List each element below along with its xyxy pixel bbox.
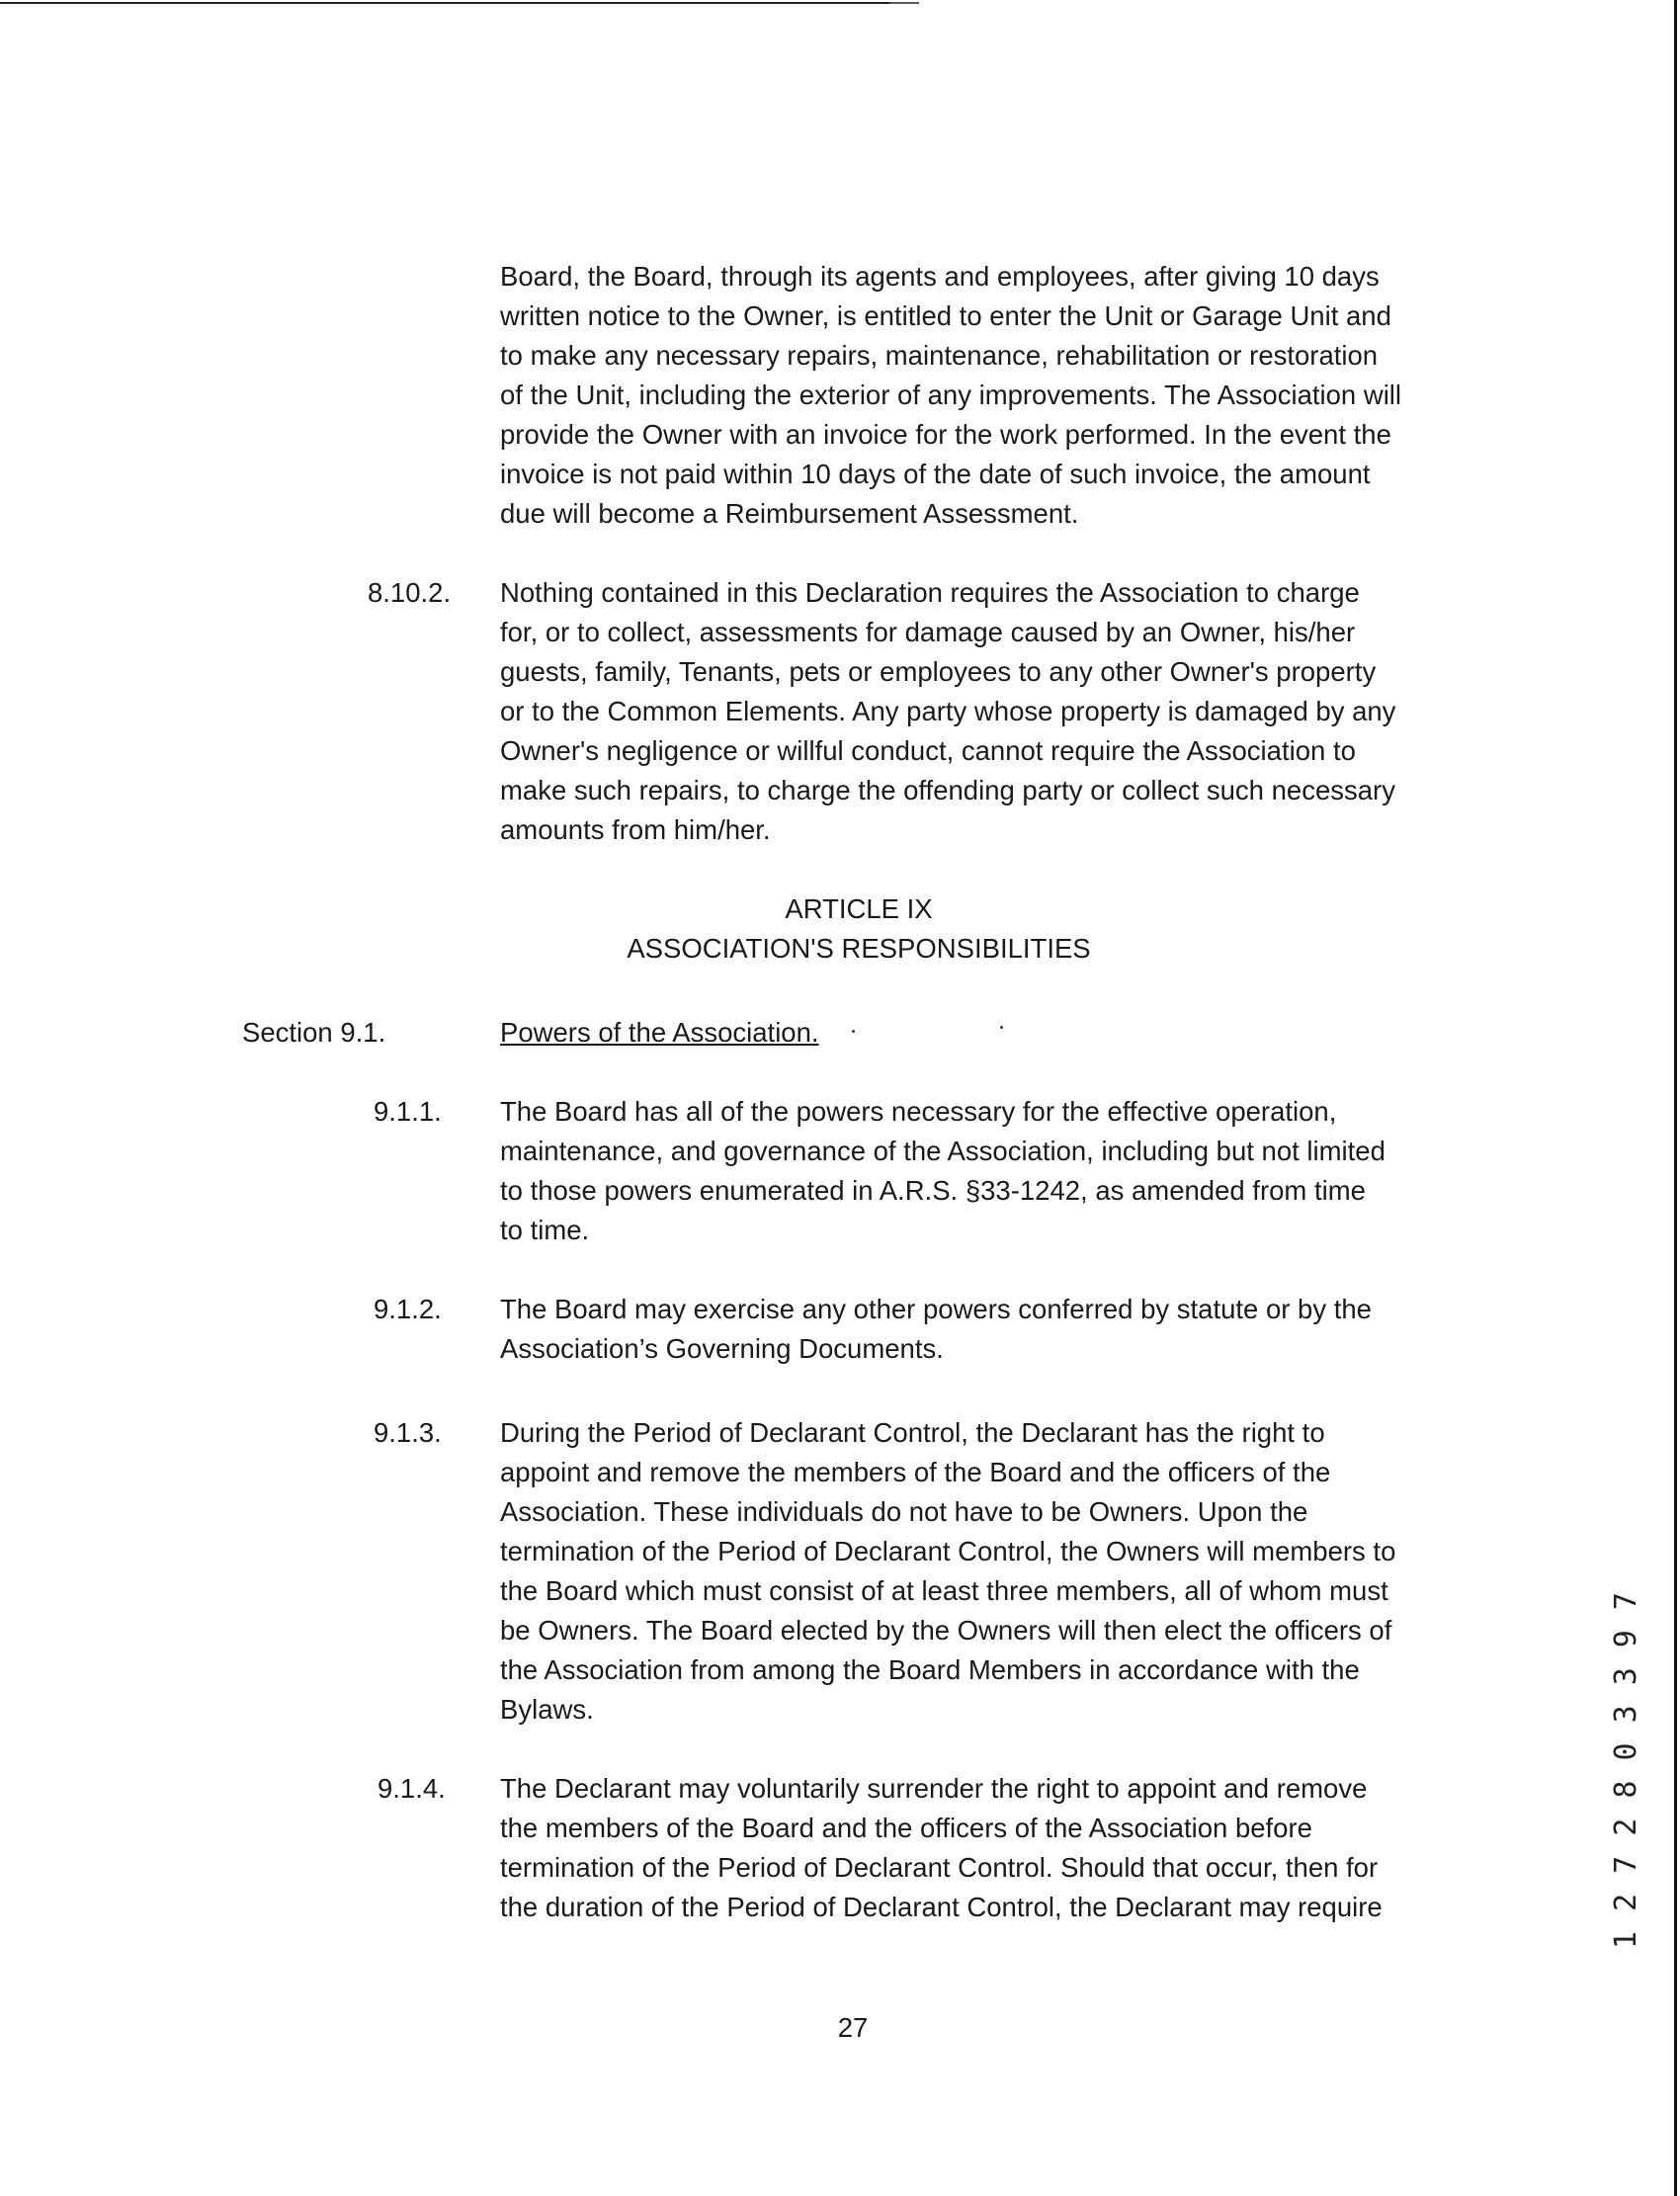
text-line: During the Period of Declarant Control, the Declarant has the right to xyxy=(500,1417,1325,1448)
paragraph-number: 8.10.2. xyxy=(368,577,452,608)
section-label: Section 9.1. xyxy=(242,1017,386,1048)
text-line: the members of the Board and the officers of the Association before xyxy=(500,1813,1312,1843)
subsection-9-1-1 xyxy=(500,1092,1451,1250)
subsection-number: 9.1.4. xyxy=(378,1773,446,1804)
scan-speck xyxy=(852,1030,855,1033)
text-line: Owner's negligence or willful conduct, cannot require the Association to xyxy=(500,735,1356,766)
text-line: invoice is not paid within 10 days of the date of such invoice, the amount xyxy=(500,459,1371,489)
text-line: to those powers enumerated in A.R.S. §33-1242, as amended from time xyxy=(500,1175,1366,1206)
text-line: written notice to the Owner, is entitled to enter the Unit or Garage Unit and xyxy=(500,300,1391,331)
text-line: the Board which must consist of at least three members, all of whom must xyxy=(500,1575,1388,1606)
top-scan-rule xyxy=(0,2,919,4)
article-title: ASSOCIATION'S RESPONSIBILITIES xyxy=(627,933,1091,964)
text-line: maintenance, and governance of the Association, including but not limited xyxy=(500,1136,1386,1166)
text-line: termination of the Period of Declarant Control, the Owners will members to xyxy=(500,1536,1396,1566)
paragraph-continuation xyxy=(500,257,1451,534)
text-line: Board, the Board, through its agents and employees, after giving 10 days xyxy=(500,261,1380,292)
text-line: amounts from him/her. xyxy=(500,814,771,845)
subsection-9-1-2 xyxy=(500,1290,1451,1369)
text-line: make such repairs, to charge the offending party or collect such necessary xyxy=(500,775,1395,805)
section-title: Powers of the Association. xyxy=(500,1017,819,1048)
scan-speck xyxy=(1000,1026,1003,1029)
page-number: 27 xyxy=(837,2012,869,2043)
subsection-number: 9.1.1. xyxy=(374,1096,442,1127)
text-line: The Board has all of the powers necessary for the effective operation, xyxy=(500,1096,1337,1127)
text-line: appoint and remove the members of the Board and the officers of the xyxy=(500,1457,1331,1487)
text-line: Association. These individuals do not have to be Owners. Upon the xyxy=(500,1496,1308,1527)
text-line: Bylaws. xyxy=(500,1694,594,1725)
text-line: The Board may exercise any other powers conferred by statute or by the xyxy=(500,1294,1372,1324)
text-line: or to the Common Elements. Any party whose property is damaged by any xyxy=(500,696,1396,726)
text-line: guests, family, Tenants, pets or employees to any other Owner's property xyxy=(500,656,1377,687)
text-line: be Owners. The Board elected by the Owners will then elect the officers of xyxy=(500,1615,1392,1646)
right-scan-edge xyxy=(1674,0,1677,2196)
text-line: the Association from among the Board Members in accordance with the xyxy=(500,1654,1360,1685)
text-line: termination of the Period of Declarant Control. Should that occur, then for xyxy=(500,1852,1379,1883)
text-line: Association’s Governing Documents. xyxy=(500,1333,944,1364)
article-number: ARTICLE IX xyxy=(785,893,933,924)
text-line: of the Unit, including the exterior of any improvements. The Association will xyxy=(500,380,1402,410)
text-line: due will become a Reimbursement Assessment. xyxy=(500,498,1079,529)
text-line: The Declarant may voluntarily surrender the right to appoint and remove xyxy=(500,1773,1368,1804)
text-line: for, or to collect, assessments for damage caused by an Owner, his/her xyxy=(500,617,1356,647)
text-line: to make any necessary repairs, maintenance, rehabilitation or restoration xyxy=(500,340,1379,371)
paragraph-8-10-2 xyxy=(500,573,1451,850)
text-line: provide the Owner with an invoice for the work performed. In the event the xyxy=(500,419,1391,450)
subsection-number: 9.1.3. xyxy=(374,1417,442,1448)
top-scan-rule-fragment xyxy=(889,2,919,4)
text-line: to time. xyxy=(500,1215,590,1245)
recording-number-stamp: 1 2 7 2 8 0 3 3 9 7 xyxy=(1609,1591,1643,1950)
subsection-number: 9.1.2. xyxy=(374,1294,442,1324)
text-line: Nothing contained in this Declaration requires the Association to charge xyxy=(500,577,1360,608)
subsection-9-1-4 xyxy=(500,1769,1451,1927)
text-line: the duration of the Period of Declarant Control, the Declarant may require xyxy=(500,1892,1383,1922)
subsection-9-1-3 xyxy=(500,1413,1451,1730)
